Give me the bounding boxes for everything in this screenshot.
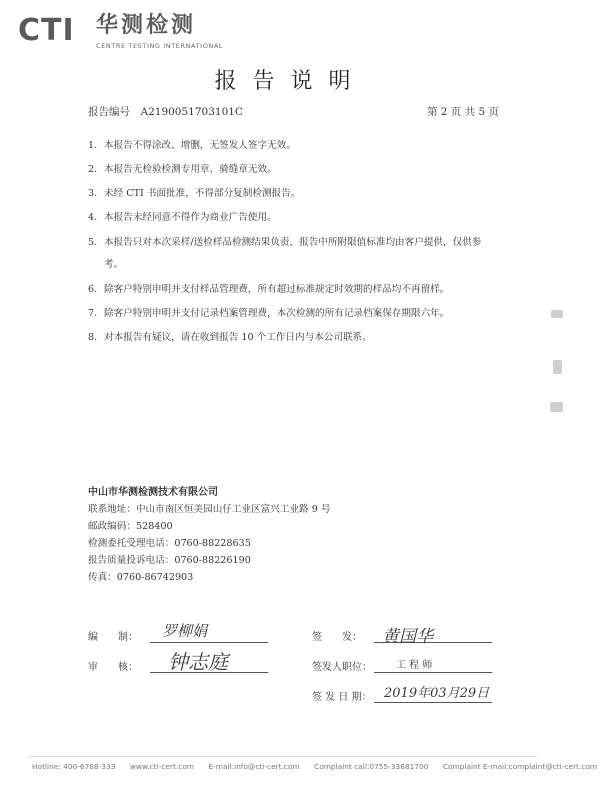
compiler-signature: 罗柳娟 — [162, 622, 208, 640]
issuer-title-label: 签发人职位： — [312, 662, 372, 673]
company-hotline: 检测委托受理电话：0760-88228635 — [88, 538, 251, 549]
footer-complaint-email: Complaint E-mail:complaint@cti-cert.com — [442, 762, 598, 771]
company-address: 联系地址：中山市南区恒美园山仔工业区富兴工业路 9 号 — [88, 504, 331, 515]
logo-chinese-name: 华测检测 — [96, 13, 197, 38]
reviewer-label: 审 核： — [88, 662, 138, 673]
list-item-text: 除客户特别申明并支付记录档案管理费，本次检测的所有记录档案保存期限六年。 — [104, 308, 450, 319]
issuer-title-line — [374, 672, 492, 673]
list-item-number: 4. — [88, 212, 98, 223]
list-item-text: 本报告未经同意不得作为商业广告使用。 — [104, 212, 277, 223]
company-name: 中山市华测检测技术有限公司 — [88, 487, 218, 498]
company-complaint-phone: 报告质量投诉电话：0760-88226190 — [88, 555, 251, 566]
list-item — [88, 328, 498, 348]
page-indicator: 第 2 页 共 5 页 — [426, 106, 499, 118]
list-item-number: 3. — [88, 188, 98, 199]
list-item-number: 6. — [88, 284, 98, 295]
list-item-text: 对本报告有疑议，请在收到报告 10 个工作日内与本公司联系。 — [104, 332, 372, 343]
list-item-text: 除客户特别申明并支付样品管理费，所有超过标准规定时效期的样品均不再留样。 — [104, 284, 450, 295]
list-item — [88, 208, 498, 228]
list-item-number: 7. — [88, 308, 98, 319]
list-item-number: 1. — [88, 140, 98, 151]
footer-hotline: Hotline: 400-6788-333 — [32, 762, 116, 771]
issue-date-line — [374, 702, 492, 703]
compiler-label: 编 制： — [88, 632, 138, 643]
compiler-signature-line — [150, 642, 268, 643]
issue-date: 2019年03月29日 — [384, 686, 490, 701]
logo-abbr: CTI — [18, 13, 75, 48]
footer-website: www.cti-cert.com — [129, 762, 195, 771]
list-item — [88, 160, 498, 180]
list-item-text: 本报告不得涂改、增删，无签发人签字无效。 — [104, 140, 296, 151]
company-contact-block — [88, 484, 330, 586]
report-rules-list — [88, 136, 498, 352]
list-item-text: 本报告无检验检测专用章、骑缝章无效。 — [104, 164, 277, 175]
footer-complaint-call: Complaint call:0755-33681700 — [314, 762, 429, 771]
list-item — [88, 304, 498, 324]
page-title: 报告说明 — [214, 69, 367, 94]
list-item — [88, 280, 498, 300]
list-item-number: 2. — [88, 164, 98, 175]
list-item — [88, 232, 498, 276]
reviewer-signature: 钟志庭 — [168, 650, 228, 674]
list-item-number: 8. — [88, 332, 98, 343]
footer-divider — [28, 756, 537, 757]
report-number: 报告编号 A2190051703101C — [88, 106, 243, 118]
company-fax: 传真：0760-86742903 — [88, 572, 194, 583]
issuer-label: 签 发： — [312, 632, 362, 643]
company-postcode: 邮政编码：528400 — [88, 521, 173, 532]
list-item-text: 本报告只对本次采样/送检样品检测结果负责，报告中所附限值标准均由客户提供，仅供参考。 — [104, 237, 482, 270]
issuer-signature: 黄国华 — [382, 627, 433, 647]
list-item-number: 5. — [88, 237, 98, 248]
list-item — [88, 184, 498, 204]
page-footer — [32, 762, 609, 771]
issuer-title: 工 程 师 — [396, 660, 433, 671]
list-item-text: 未经 CTI 书面批准，不得部分复制检测报告。 — [104, 188, 301, 199]
list-item — [88, 136, 498, 156]
footer-email: E-mail:info@cti-cert.com — [208, 762, 300, 771]
logo-english-name: CENTRE TESTING INTERNATIONAL — [96, 42, 224, 50]
seam-seal-fragment — [545, 310, 565, 420]
issue-date-label: 签 发 日 期： — [312, 692, 372, 703]
